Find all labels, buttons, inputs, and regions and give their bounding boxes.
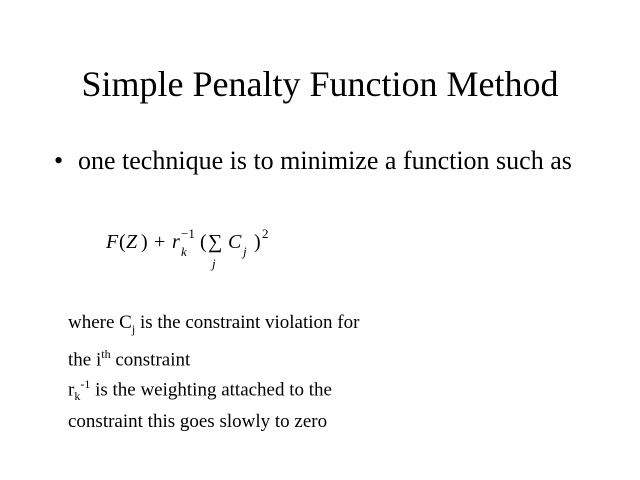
note-line-3-sup: -1 <box>80 377 91 392</box>
formula-r-sub: k <box>181 244 187 259</box>
formula-lparen: ( <box>119 231 126 253</box>
penalty-formula <box>106 226 306 270</box>
formula-rparen: ) <box>141 231 148 253</box>
note-line-1-text: where C <box>68 312 132 333</box>
note-line-2-sup: th <box>101 346 111 361</box>
formula-plus: + <box>154 231 166 253</box>
notes-block <box>68 310 428 434</box>
formula-sum-index: j <box>212 256 216 271</box>
note-line-4-text: constraint this goes slowly to zero <box>68 411 328 433</box>
formula-r-sup: −1 <box>181 226 195 241</box>
bullet-marker: • <box>54 146 64 175</box>
note-line-3-sub: k <box>74 389 81 404</box>
note-line-1-rest: is the constraint violation for <box>135 312 360 333</box>
bullet-text: one technique is to minimize a function such as <box>78 146 572 175</box>
formula-sum: ∑ <box>208 231 223 253</box>
slide-title: Simple Penalty Function Method <box>81 64 559 104</box>
note-line-2-rest: constraint <box>110 349 191 371</box>
note-line-3 <box>68 372 428 409</box>
formula-z: Z <box>126 231 138 253</box>
note-line-4 <box>68 409 428 434</box>
formula-close-paren: ) <box>254 231 261 253</box>
formula-open-paren: ( <box>200 231 207 253</box>
formula-r: r <box>172 231 180 253</box>
note-line-1-sub: j <box>131 321 136 336</box>
note-line-2-text: the i <box>68 349 102 371</box>
note-line-3-rest: is the weighting attached to the <box>90 379 332 401</box>
note-line-2 <box>68 342 428 372</box>
formula-c: C <box>228 231 242 253</box>
note-line-3-text: r <box>68 379 75 401</box>
note-line-1 <box>68 310 428 342</box>
formula-f: F <box>106 231 119 253</box>
formula-c-sub: j <box>243 244 247 259</box>
formula-power: 2 <box>262 226 269 241</box>
